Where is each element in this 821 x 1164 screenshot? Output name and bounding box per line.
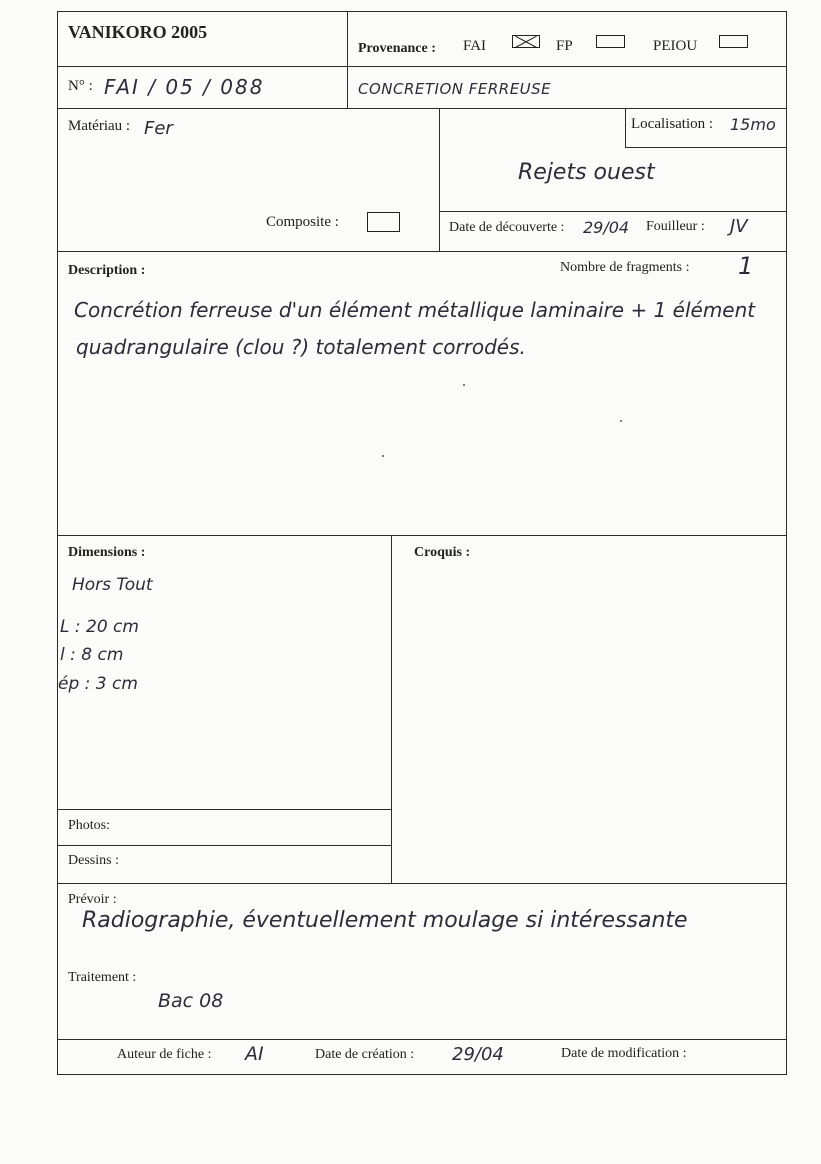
number-value[interactable]: FAI / 05 / 088 xyxy=(104,75,265,99)
vrule-material xyxy=(439,108,440,251)
border-top xyxy=(57,11,787,12)
material-value[interactable]: Fer xyxy=(144,118,173,139)
discovery-date-value[interactable]: 29/04 xyxy=(583,218,630,237)
dimensions-line[interactable]: ép : 3 cm xyxy=(58,674,138,694)
border-bottom xyxy=(57,1074,787,1075)
rule-3 xyxy=(57,251,787,252)
option-peiou-label: PEIOU xyxy=(653,38,698,54)
description-line-2[interactable]: quadrangulaire (clou ?) totalement corrodés. xyxy=(76,335,526,359)
option-fp-label: FP xyxy=(556,38,573,54)
rule-2 xyxy=(57,108,787,109)
photos-label: Photos: xyxy=(68,818,111,833)
rule-photos xyxy=(57,809,391,810)
location-note[interactable]: Rejets ouest xyxy=(518,160,655,185)
rule-drawings xyxy=(57,845,391,846)
description-label: Description : xyxy=(68,263,146,278)
dimensions-line[interactable]: l : 8 cm xyxy=(60,645,124,665)
border-left xyxy=(57,11,58,1075)
stray-mark xyxy=(382,455,384,457)
vrule-location xyxy=(625,108,626,147)
dimensions-line[interactable]: Hors Tout xyxy=(72,575,153,595)
option-fai-checkbox[interactable] xyxy=(512,35,540,48)
author-label: Auteur de fiche : xyxy=(117,1047,212,1062)
composite-label: Composite : xyxy=(266,214,339,230)
creation-date-label: Date de création : xyxy=(315,1047,415,1062)
vrule-header xyxy=(347,11,348,108)
location-value[interactable]: 15mo xyxy=(730,115,776,134)
rule-date xyxy=(439,211,787,212)
plan-value[interactable]: Radiographie, éventuellement moulage si intéressante xyxy=(82,908,688,933)
form-title: VANIKORO 2005 xyxy=(68,22,208,42)
creation-date-value[interactable]: 29/04 xyxy=(452,1044,504,1065)
option-fp-checkbox[interactable] xyxy=(596,35,625,48)
treatment-label: Traitement : xyxy=(68,970,137,985)
rule-6 xyxy=(57,1039,787,1040)
description-line-1[interactable]: Concrétion ferreuse d'un élément métallique laminaire + 1 élément xyxy=(74,298,756,322)
option-fai-label: FAI xyxy=(463,38,487,54)
modification-date-label: Date de modification : xyxy=(561,1046,687,1061)
number-label: N° : xyxy=(68,78,93,94)
rule-1 xyxy=(57,66,787,67)
digger-value[interactable]: JV xyxy=(730,216,748,237)
object-name[interactable]: CONCRETION FERREUSE xyxy=(358,80,552,98)
composite-checkbox[interactable] xyxy=(367,212,400,232)
discovery-date-label: Date de découverte : xyxy=(449,220,565,235)
dimensions-label: Dimensions : xyxy=(68,545,146,560)
vrule-dimensions xyxy=(391,535,392,883)
border-right xyxy=(786,11,787,1075)
sketch-label: Croquis : xyxy=(414,545,471,560)
rule-location xyxy=(625,147,787,148)
fragments-value[interactable]: 1 xyxy=(738,252,754,280)
stray-mark xyxy=(620,420,622,422)
dimensions-line[interactable]: L : 20 cm xyxy=(60,617,139,637)
rule-5 xyxy=(57,883,787,884)
treatment-value[interactable]: Bac 08 xyxy=(158,990,224,1012)
stray-mark xyxy=(463,384,465,386)
option-peiou-checkbox[interactable] xyxy=(719,35,748,48)
provenance-label: Provenance : xyxy=(358,41,436,56)
rule-4 xyxy=(57,535,787,536)
plan-label: Prévoir : xyxy=(68,892,117,907)
author-value[interactable]: AI xyxy=(245,1043,264,1065)
digger-label: Fouilleur : xyxy=(646,219,705,234)
fragments-label: Nombre de fragments : xyxy=(560,260,690,275)
material-label: Matériau : xyxy=(68,118,131,134)
location-label: Localisation : xyxy=(631,116,714,132)
drawings-label: Dessins : xyxy=(68,853,119,868)
